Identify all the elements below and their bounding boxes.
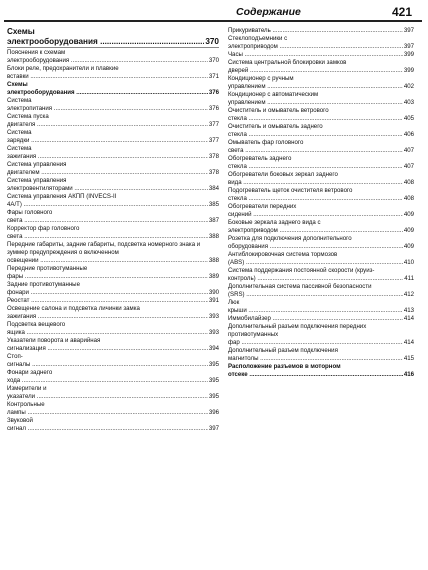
toc-entry-page: 397 bbox=[403, 43, 414, 50]
toc-entry[interactable] bbox=[7, 49, 219, 65]
toc-entry-page: 391 bbox=[208, 297, 219, 304]
toc-entry-page: 378 bbox=[208, 153, 219, 160]
toc-entry-title: Система пуска двигателя ..... bbox=[7, 113, 219, 129]
toc-entry[interactable] bbox=[7, 209, 219, 225]
toc-entry[interactable] bbox=[228, 235, 414, 251]
toc-entry-title: Расположение разъемов в моторном отсеке ..... bbox=[228, 363, 414, 379]
toc-entry[interactable] bbox=[7, 27, 219, 48]
toc-entry[interactable] bbox=[7, 81, 219, 97]
toc-entry[interactable] bbox=[228, 123, 414, 139]
toc-entry-title: Иммобилайзер ..... bbox=[228, 315, 414, 323]
toc-entry[interactable] bbox=[7, 161, 219, 177]
toc-entry-page: 371 bbox=[208, 73, 219, 80]
toc-entry[interactable] bbox=[228, 323, 414, 347]
toc-entry-page: 409 bbox=[403, 243, 414, 250]
toc-entry[interactable] bbox=[228, 91, 414, 107]
toc-entry-page: 414 bbox=[403, 339, 414, 346]
toc-entry[interactable] bbox=[228, 51, 414, 59]
toc-entry-title: Система зарядки ..... bbox=[7, 129, 219, 145]
toc-entry-page: 370 bbox=[208, 57, 219, 64]
toc-entry-page: 410 bbox=[403, 259, 414, 266]
toc-entry-page: 394 bbox=[208, 345, 219, 352]
toc-entry-page: 397 bbox=[403, 27, 414, 34]
toc-entry-page: 377 bbox=[208, 121, 219, 128]
toc-entry-title: Измерители и указатели ..... bbox=[7, 385, 219, 401]
toc-entry-page: 389 bbox=[208, 273, 219, 280]
toc-entry[interactable] bbox=[7, 265, 219, 281]
toc-entry-page: 397 bbox=[208, 425, 219, 432]
toc-entry-page: 411 bbox=[404, 275, 414, 282]
toc-entry-page: 409 bbox=[403, 211, 414, 218]
toc-entry[interactable] bbox=[228, 171, 414, 187]
toc-entry-page: 407 bbox=[403, 163, 414, 170]
toc-entry[interactable] bbox=[228, 187, 414, 203]
toc-entry-title: Стоп-сигналы ..... bbox=[7, 353, 219, 369]
toc-entry-page: 403 bbox=[403, 99, 414, 106]
toc-entry-page: 414 bbox=[403, 315, 414, 322]
toc-entry[interactable] bbox=[7, 65, 219, 81]
toc-entry[interactable] bbox=[228, 139, 414, 155]
toc-entry-page: 407 bbox=[403, 147, 414, 154]
toc-entry-title: Звуковой сигнал ..... bbox=[7, 417, 219, 433]
toc-entry-title: Схемы электрооборудования ..... bbox=[7, 27, 219, 47]
toc-entry-title: Система управления электровентиляторами ..... bbox=[7, 177, 219, 193]
toc-entry-title: Обогреватели боковых зеркал заднего вида ..... bbox=[228, 171, 414, 187]
toc-entry[interactable] bbox=[228, 75, 414, 91]
toc-entry-title: Реостат ..... bbox=[7, 297, 219, 305]
toc-entry-title: Розетка для подключения дополнительного оборудования ..... bbox=[228, 235, 414, 251]
toc-entry[interactable] bbox=[7, 297, 219, 305]
toc-entry-page: 376 bbox=[208, 89, 219, 96]
toc-entry-page: 412 bbox=[403, 291, 414, 298]
toc-entry[interactable] bbox=[7, 417, 219, 433]
toc-entry-title: Стеклоподъемники с электроприводом ..... bbox=[228, 35, 414, 51]
toc-entry-page: 393 bbox=[208, 329, 219, 336]
toc-entry-title: Люк крыши ..... bbox=[228, 299, 414, 315]
toc-entry-page: 399 bbox=[403, 51, 414, 58]
toc-entry[interactable] bbox=[7, 177, 219, 193]
toc-entry-title: Обогреватель заднего стекла ..... bbox=[228, 155, 414, 171]
toc-entry-title: Система управления АКПП (INVECS-II 4A/T) ..... bbox=[7, 193, 219, 209]
toc-entry-title: Корректор фар головного света ..... bbox=[7, 225, 219, 241]
toc-entry[interactable] bbox=[7, 281, 219, 297]
toc-entry-page: 370 bbox=[205, 37, 219, 46]
toc-entry-title: Система поддержания постоянной скорости (круиз-контроль) ..... bbox=[228, 267, 414, 283]
toc-entry-title: Очиститель и омыватель ветрового стекла ..... bbox=[228, 107, 414, 123]
toc-entry[interactable] bbox=[7, 337, 219, 353]
toc-entry[interactable] bbox=[7, 385, 219, 401]
toc-entry-page: 378 bbox=[208, 169, 219, 176]
toc-entry-title: Фары головного света ..... bbox=[7, 209, 219, 225]
toc-entry-page: 413 bbox=[403, 307, 414, 314]
toc-entry-title: Блоки реле, предохранители и плавкие вставки ..... bbox=[7, 65, 219, 81]
page-title: Содержание bbox=[236, 6, 301, 18]
toc-entry-title: Обогреватели передних сидений ..... bbox=[228, 203, 414, 219]
toc-entry-title: Подогреватель щеток очистителя ветрового стекла ..... bbox=[228, 187, 414, 203]
toc-left-column bbox=[7, 27, 219, 433]
toc-entry-title: Контрольные лампы ..... bbox=[7, 401, 219, 417]
toc-entry-page: 416 bbox=[403, 371, 414, 378]
toc-entry[interactable] bbox=[228, 251, 414, 267]
toc-entry-title: Система электропитания ..... bbox=[7, 97, 219, 113]
toc-entry-title: Кондиционер с ручным управлением ..... bbox=[228, 75, 414, 91]
header-divider bbox=[4, 20, 422, 22]
toc-entry-page: 388 bbox=[208, 257, 219, 264]
toc-entry-page: 387 bbox=[208, 217, 219, 224]
toc-entry[interactable] bbox=[7, 305, 219, 321]
toc-entry-title: Пояснения к схемам электрооборудования ..... bbox=[7, 49, 219, 65]
toc-entry[interactable] bbox=[7, 225, 219, 241]
toc-entry-title: Дополнительный разъем подключения передних противотуманных фар ..... bbox=[228, 323, 414, 347]
toc-entry-page: 393 bbox=[208, 313, 219, 320]
toc-entry-title: Система зажигания ..... bbox=[7, 145, 219, 161]
toc-entry-page: 377 bbox=[208, 137, 219, 144]
toc-entry[interactable] bbox=[7, 241, 219, 265]
toc-right-column bbox=[228, 27, 414, 379]
toc-entry[interactable] bbox=[228, 283, 414, 299]
page-number: 421 bbox=[392, 5, 413, 19]
toc-entry-page: 390 bbox=[208, 289, 219, 296]
toc-entry-page: 388 bbox=[208, 233, 219, 240]
toc-entry-title: Дополнительная система пассивной безопасности (SRS) ..... bbox=[228, 283, 414, 299]
toc-entry-page: 409 bbox=[403, 227, 414, 234]
toc-entry[interactable] bbox=[7, 129, 219, 145]
toc-entry-title: Схемы электрооборудования ..... bbox=[7, 81, 219, 97]
toc-entry-page: 408 bbox=[403, 179, 414, 186]
toc-entry[interactable] bbox=[228, 219, 414, 235]
toc-entry-title: Омыватель фар головного света ..... bbox=[228, 139, 414, 155]
toc-entry[interactable] bbox=[228, 267, 414, 283]
toc-entry-title: Боковые зеркала заднего вида с электроприводом ..... bbox=[228, 219, 414, 235]
toc-entry[interactable] bbox=[7, 369, 219, 385]
toc-entry[interactable] bbox=[228, 203, 414, 219]
toc-entry[interactable] bbox=[228, 363, 414, 379]
toc-entry[interactable] bbox=[228, 347, 414, 363]
toc-entry-page: 415 bbox=[403, 355, 414, 362]
toc-entry-page: 402 bbox=[403, 83, 414, 90]
toc-entry-title: Дополнительный разъем подключения магнитолы ..... bbox=[228, 347, 414, 363]
toc-entry-page: 395 bbox=[208, 377, 219, 384]
toc-entry[interactable] bbox=[228, 155, 414, 171]
toc-entry-title: Передние противотуманные фары ..... bbox=[7, 265, 219, 281]
toc-entry-title: Указатели поворота и аварийная сигнализация ..... bbox=[7, 337, 219, 353]
toc-entry[interactable] bbox=[7, 401, 219, 417]
toc-entry[interactable] bbox=[7, 97, 219, 113]
toc-entry-page: 399 bbox=[403, 67, 414, 74]
toc-entry-title: Подсветка вещевого ящика ..... bbox=[7, 321, 219, 337]
toc-entry-title: Передние габариты, задние габариты, подсветка номерного знака и зуммер предупреждения о включенном освещении ..... bbox=[7, 241, 219, 265]
toc-entry-page: 376 bbox=[208, 105, 219, 112]
toc-entry[interactable] bbox=[7, 353, 219, 369]
toc-entry[interactable] bbox=[7, 321, 219, 337]
toc-entry[interactable] bbox=[228, 107, 414, 123]
toc-entry-page: 395 bbox=[208, 393, 219, 400]
toc-entry-page: 385 bbox=[208, 201, 219, 208]
toc-entry-page: 406 bbox=[403, 131, 414, 138]
toc-entry[interactable] bbox=[228, 59, 414, 75]
toc-entry-title: Задние противотуманные фонари ..... bbox=[7, 281, 219, 297]
toc-entry[interactable] bbox=[7, 145, 219, 161]
toc-entry-title: Часы ..... bbox=[228, 51, 414, 59]
toc-entry[interactable] bbox=[7, 193, 219, 209]
toc-entry-title: Прикуриватель ..... bbox=[228, 27, 414, 35]
toc-entry-page: 395 bbox=[208, 361, 219, 368]
toc-entry-title: Освещение салона и подсветка личинки замка зажигания ..... bbox=[7, 305, 219, 321]
toc-entry[interactable] bbox=[228, 315, 414, 323]
toc-entry-title: Очиститель и омыватель заднего стекла ..... bbox=[228, 123, 414, 139]
toc-entry[interactable] bbox=[228, 27, 414, 35]
toc-entry-page: 405 bbox=[403, 115, 414, 122]
toc-entry-page: 408 bbox=[403, 195, 414, 202]
toc-entry[interactable] bbox=[7, 113, 219, 129]
toc-entry[interactable] bbox=[228, 299, 414, 315]
toc-entry-title: Антиблокировочная система тормозов (ABS) ..... bbox=[228, 251, 414, 267]
page-header bbox=[0, 0, 428, 22]
toc-entry[interactable] bbox=[228, 35, 414, 51]
toc-entry-page: 396 bbox=[208, 409, 219, 416]
toc-entry-title: Кондиционер с автоматическим управлением ..... bbox=[228, 91, 414, 107]
toc-entry-page: 384 bbox=[208, 185, 219, 192]
toc-entry-title: Фонари заднего хода ..... bbox=[7, 369, 219, 385]
toc-entry-title: Система управления двигателем ..... bbox=[7, 161, 219, 177]
toc-entry-title: Система центральной блокировки замков дверей ..... bbox=[228, 59, 414, 75]
